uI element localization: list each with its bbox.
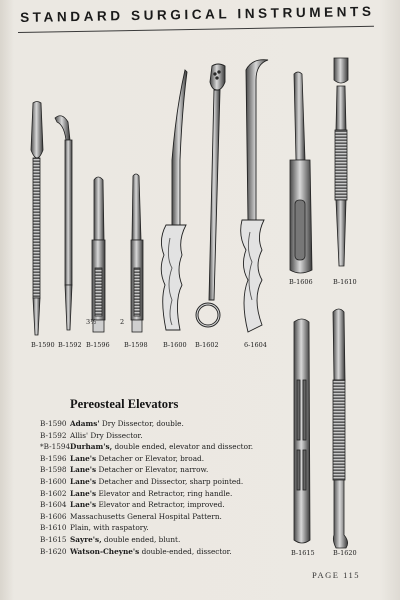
- section-title: Pereosteal Elevators: [70, 397, 179, 411]
- item-name: Lane's: [70, 476, 97, 486]
- item-name: Lane's: [70, 488, 97, 498]
- item-description: Dry Dissector, double.: [99, 419, 184, 428]
- item-code: B-1620: [40, 546, 67, 556]
- instrument-b1610: [334, 58, 348, 266]
- item-description: double ended, elevator and dissector.: [112, 442, 254, 452]
- instrument-b1606: [290, 72, 312, 273]
- code-b1615: B-1615: [291, 549, 315, 557]
- item-description: Plain, with raspatory.: [70, 523, 149, 533]
- list-item: [40, 453, 290, 465]
- code-b1600: B-1600: [163, 341, 187, 349]
- item-description: double ended, blunt.: [101, 534, 181, 544]
- code-b1610: B-1610: [333, 278, 357, 286]
- list-item: [40, 546, 290, 558]
- page-label: PAGE: [312, 570, 340, 580]
- list-item: [40, 430, 290, 442]
- instrument-b1602: [197, 64, 225, 326]
- item-code: B-1615: [40, 534, 67, 544]
- item-description: Massachusetts General Hospital Pattern.: [70, 511, 222, 521]
- item-name: Watson-Cheyne's: [70, 546, 140, 556]
- list-item: [40, 441, 290, 453]
- code-b1598: B-1598: [124, 341, 148, 349]
- item-name: Adams': [70, 419, 100, 428]
- item-description: double-ended, dissector.: [139, 546, 232, 556]
- figure-mark-a: 3½: [86, 318, 97, 326]
- list-item: [40, 488, 290, 500]
- item-name: Lane's: [70, 465, 97, 475]
- instrument-b1598: [131, 174, 143, 332]
- item-name: Durham's,: [70, 442, 113, 452]
- item-description: Elevator and Retractor, ring handle.: [96, 488, 233, 498]
- figure-mark-b: 2: [120, 318, 125, 326]
- item-description: Detacher or Elevator, narrow.: [96, 465, 209, 475]
- item-code: B-1604: [40, 500, 67, 510]
- instrument-b1592: [55, 116, 72, 330]
- instrument-b1604: [241, 60, 268, 332]
- list-item: [40, 511, 290, 523]
- instrument-b1596: [92, 177, 105, 332]
- item-code: B-1610: [40, 523, 67, 533]
- code-b1592: B-1592: [58, 341, 82, 349]
- list-item: [40, 464, 290, 476]
- item-code: B-1590: [40, 419, 67, 428]
- item-description: Elevator and Retractor, improved.: [96, 500, 225, 510]
- code-b1596: B-1596: [86, 341, 110, 349]
- item-name: Lane's: [70, 500, 97, 510]
- instrument-b1615: [294, 319, 310, 543]
- list-item: [40, 499, 290, 511]
- item-code: B-1606: [40, 511, 67, 521]
- list-item: [40, 418, 290, 430]
- page-footer: [312, 570, 360, 580]
- page-header: STANDARD SURGICAL INSTRUMENTS: [20, 3, 375, 25]
- list-item: [40, 476, 290, 488]
- item-code: B-1602: [40, 488, 67, 498]
- page-number: 115: [343, 570, 360, 580]
- item-code: B-1592: [40, 430, 67, 440]
- code-b1620: B-1620: [333, 549, 357, 557]
- instrument-b1590: [31, 102, 43, 336]
- code-b1602: B-1602: [195, 341, 219, 349]
- list-item: [40, 534, 290, 546]
- code-b1590: B-1590: [31, 341, 55, 349]
- item-code: B-1598: [40, 465, 67, 475]
- instrument-b1600: [161, 70, 187, 330]
- list-item: [40, 522, 290, 534]
- item-code: *B-1594: [40, 442, 71, 452]
- item-list: [40, 418, 290, 557]
- item-code: B-1600: [40, 476, 67, 486]
- code-b1606: B-1606: [289, 278, 313, 286]
- item-name: Lane's: [70, 453, 97, 463]
- item-description: Detacher and Dissector, sharp pointed.: [96, 476, 244, 486]
- item-code: B-1596: [40, 453, 67, 463]
- item-name: Sayre's,: [70, 534, 102, 544]
- instrument-b1620: [333, 309, 348, 548]
- item-description: Allis' Dry Dissector.: [70, 430, 143, 440]
- item-description: Detacher or Elevator, broad.: [96, 453, 205, 463]
- code-b1604: 6-1604: [244, 341, 267, 349]
